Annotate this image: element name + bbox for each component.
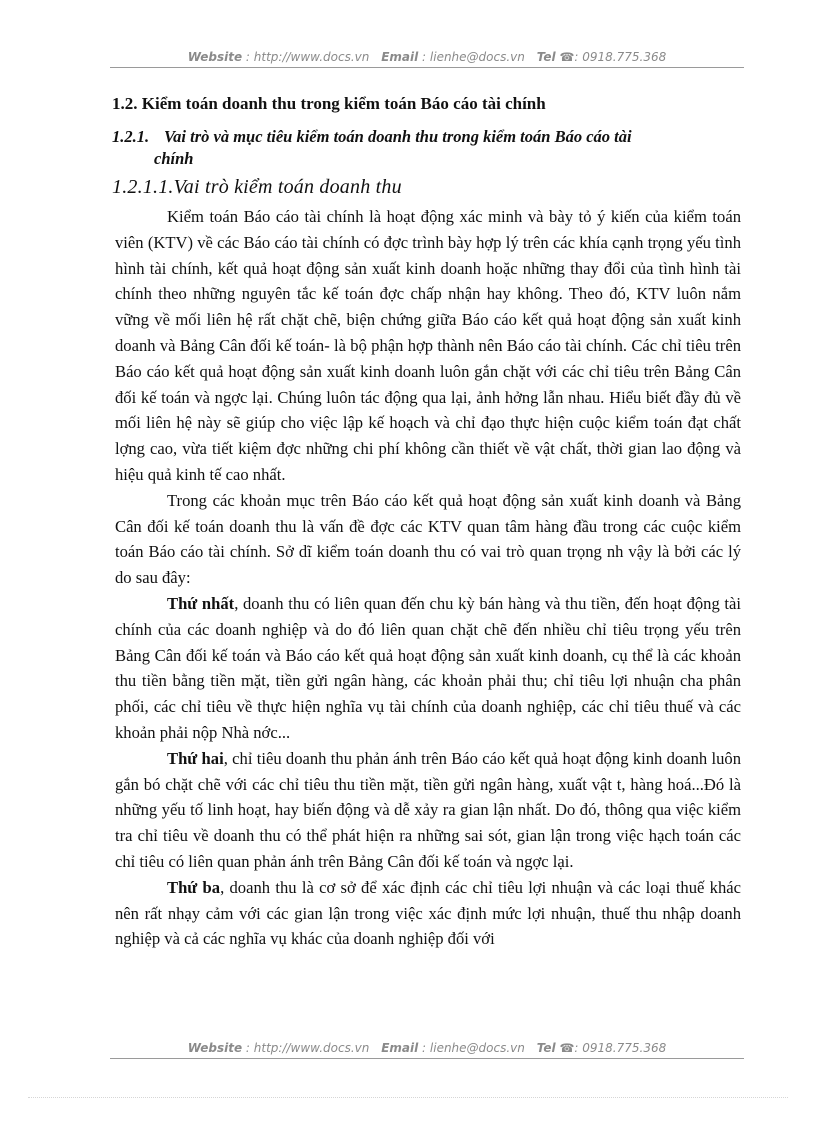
subsection-heading xyxy=(112,126,742,170)
subsection-title-line1: Vai trò và mục tiêu kiểm toán doanh thu trong kiểm toán Báo cáo tài xyxy=(164,127,632,146)
paragraph-5-text: , doanh thu là cơ sở để xác định các chỉ tiêu lợi nhuận và các loại thuế khác nên rất nhạy cảm với các gian lận trong việc xác định mức lợi nhuận, thuế thu nhập doanh nghiệp và cả các nghĩa vụ khác của doanh nghiệp đối với xyxy=(115,877,741,949)
body-text xyxy=(115,204,741,952)
footer-email-link[interactable]: : lienhe@docs.vn xyxy=(422,1041,525,1055)
paragraph-3-text: , doanh thu có liên quan đến chu kỳ bán hàng và thu tiền, đến hoạt động tài chính của các doanh nghiệp và do đó liên quan chặt chẽ đến nhiều chỉ tiêu trọng yếu trên Bảng Cân đối kế toán và Báo cáo kết quả hoạt động sản xuất kinh doanh, cụ thể là các khoản thu tiền bằng tiền mặt, tiền gửi ngân hàng, các khoản phải thu; chỉ tiêu lợi nhuận cha phân phối, các chỉ tiêu về thực hiện nghĩa vụ tài chính của doanh nghiệp, các chỉ tiêu thuế và các khoản phải nộp Nhà nớc... xyxy=(115,593,742,742)
paragraph-5 xyxy=(115,875,741,952)
footer-email-label: Email xyxy=(381,1041,419,1055)
section-heading: 1.2. Kiểm toán doanh thu trong kiểm toán Báo cáo tài chính xyxy=(112,94,546,113)
header-tel-label: Tel xyxy=(536,50,556,64)
paragraph-4-text: , chỉ tiêu doanh thu phản ánh trên Báo cáo kết quả hoạt động kinh doanh luôn gắn bó chặt chẽ với các chỉ tiêu thu tiền mặt, tiền gửi ngân hàng, xuất vật t, hàng hoá...Đó là những yếu tố linh hoạt, hay biến động và dễ xảy ra gian lận nhất. Do đó, thông qua việc kiểm tra chỉ tiêu về doanh thu có thể phát hiện ra những sai sót, gian lận trong việc hạch toán các chỉ tiêu có liên quan phản ánh trên Bảng Cân đối kế toán và ngợc lại. xyxy=(115,748,741,871)
footer-tel-value: : 0918.775.368 xyxy=(574,1041,667,1055)
header-website-label: Website xyxy=(187,50,243,64)
page-break-line xyxy=(28,1097,788,1098)
paragraph-4-lead: Thứ hai xyxy=(167,748,224,768)
page-footer xyxy=(110,1041,744,1055)
paragraph-4 xyxy=(115,746,741,875)
phone-icon: ☎ xyxy=(559,50,575,64)
header-email-label: Email xyxy=(381,50,419,64)
subsection-number: 1.2.1. xyxy=(112,127,150,146)
footer-website-link[interactable]: : http://www.docs.vn xyxy=(245,1041,370,1055)
paragraph-3 xyxy=(115,591,741,746)
subsection-title-line2: chính xyxy=(154,149,194,168)
footer-tel-label: Tel xyxy=(536,1041,556,1055)
header-email-link[interactable]: : lienhe@docs.vn xyxy=(422,50,525,64)
phone-icon: ☎ xyxy=(559,1041,575,1055)
header-divider xyxy=(110,67,744,68)
paragraph-5-lead: Thứ ba xyxy=(167,877,221,897)
paragraph-3-lead: Thứ nhất xyxy=(167,593,235,613)
page-header xyxy=(110,50,744,64)
header-tel-value: : 0918.775.368 xyxy=(574,50,667,64)
subsubsection-heading: 1.2.1.1.Vai trò kiểm toán doanh thu xyxy=(112,176,402,198)
paragraph-2: Trong các khoản mục trên Báo cáo kết quả hoạt động sản xuất kinh doanh và Bảng Cân đối kế toán doanh thu là vấn đề đợc các KTV quan tâm hàng đầu trong các cuộc kiểm toán Báo cáo tài chính. Sở dĩ kiểm toán doanh thu có vai trò quan trọng nh vậy là bởi các lý do sau đây: xyxy=(115,490,741,588)
footer-website-label: Website xyxy=(187,1041,243,1055)
paragraph-1: Kiểm toán Báo cáo tài chính là hoạt động xác minh và bày tỏ ý kiến của kiểm toán viên (KTV) về các Báo cáo tài chính có đợc trình bày hợp lý trên các khía cạnh trọng yếu tình hình tài chính, kết quả hoạt động sản xuất kinh doanh hoặc những thay đổi của tình hình tài chính theo những nguyên tắc kế toán đợc chấp nhận hay không. Theo đó, KTV luôn nắm vững về mối liên hệ rất chặt chẽ, biện chứng giữa Báo cáo kết quả hoạt động sản xuất kinh doanh và Bảng Cân đối kế toán- là bộ phận hợp thành nên Báo cáo tài chính. Các chỉ tiêu trên Báo cáo kết quả hoạt động sản xuất kinh doanh luôn gắn chặt với các chỉ tiêu trên Bảng Cân đối kế toán và ngợc lại. Chúng luôn tác động qua lại, ảnh hởng lẫn nhau. Hiểu biết đầy đủ về mối liên hệ này sẽ giúp cho việc lập kế hoạch và chỉ đạo thực hiện cuộc kiểm toán đạt chất lợng cao, vừa tiết kiệm đợc những chi phí không cần thiết về vật chất, thời gian lao động và hiệu quả kinh tế cao nhất. xyxy=(115,207,741,484)
header-website-link[interactable]: : http://www.docs.vn xyxy=(245,50,370,64)
footer-divider xyxy=(110,1058,744,1059)
